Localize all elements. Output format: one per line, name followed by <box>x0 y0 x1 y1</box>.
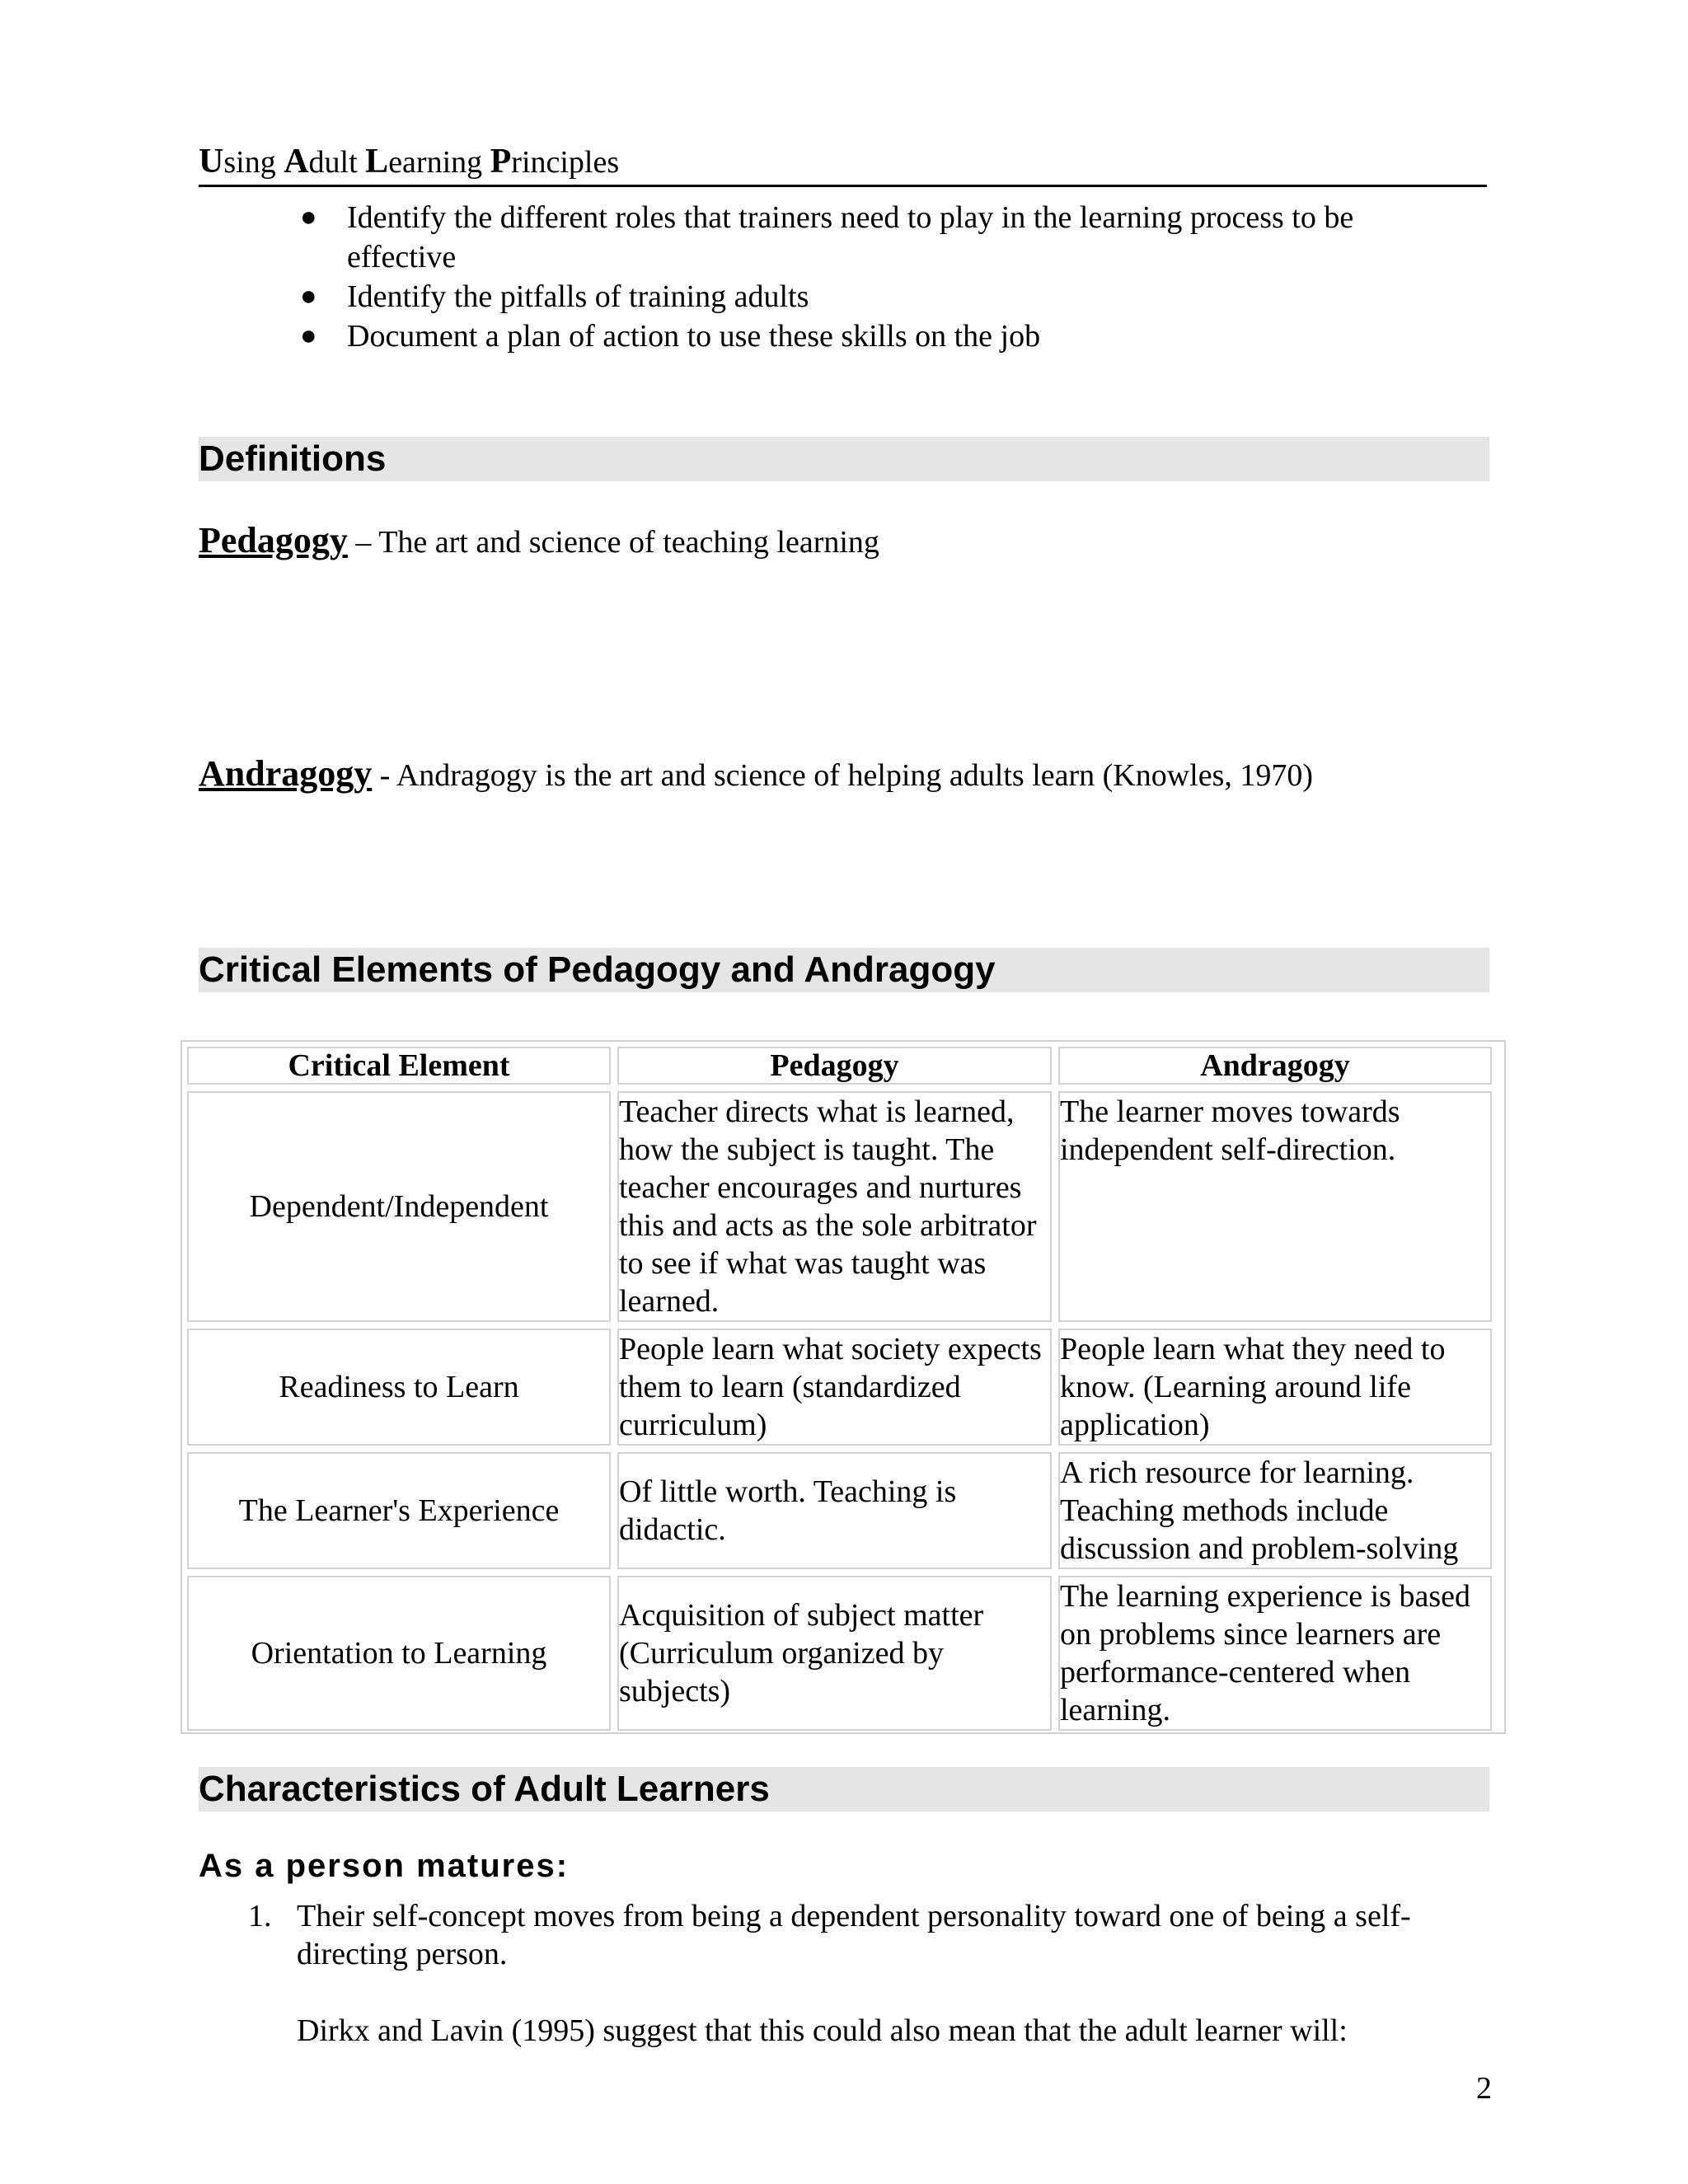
column-header: Critical Element <box>187 1047 611 1085</box>
subheading: As a person matures: <box>199 1848 570 1884</box>
section-heading-critical-elements: Critical Elements of Pedagogy and Andragogy <box>199 948 1489 992</box>
definition-andragogy <box>199 749 1313 800</box>
list-item-text: Their self-concept moves from being a dependent personality toward one of being a self-directing person. <box>297 1899 1411 1971</box>
table-cell-element: Dependent/Independent <box>187 1091 611 1322</box>
header-part: Adult <box>284 143 366 180</box>
table-cell-pedagogy: Of little worth. Teaching is didactic. <box>617 1452 1052 1569</box>
table-cell-pedagogy: Teacher directs what is learned, how the subject is taught. The teacher encourages and nurtures this and acts as the sole arbitrator to see if what was taught was learned. <box>617 1091 1052 1322</box>
critical-elements-table <box>181 1040 1498 1737</box>
list-item: ● Identify the pitfalls of training adults <box>199 277 1435 316</box>
table-cell-andragogy: The learner moves towards independent self-direction. <box>1058 1091 1492 1322</box>
table-cell-pedagogy: People learn what society expects them to learn (standardized curriculum) <box>617 1329 1052 1446</box>
table-cell-andragogy: The learning experience is based on problems since learners are performance-centered when learning. <box>1058 1576 1492 1731</box>
objectives-list <box>199 198 1435 356</box>
column-header: Andragogy <box>1058 1047 1492 1085</box>
critical-elements-table-frame <box>181 1040 1506 1734</box>
list-item: ● Document a plan of action to use these skills on the job <box>199 316 1435 356</box>
section-heading-definitions: Definitions <box>199 437 1489 481</box>
table-cell-element: The Learner's Experience <box>187 1452 611 1569</box>
section-heading-characteristics: Characteristics of Adult Learners <box>199 1767 1489 1811</box>
table-cell-andragogy: A rich resource for learning. Teaching methods include discussion and problem-solving <box>1058 1452 1492 1569</box>
list-item: ● Identify the different roles that trainers need to play in the learning process to be effective <box>199 198 1435 277</box>
table-cell-element: Readiness to Learn <box>187 1329 611 1446</box>
table-cell-pedagogy: Acquisition of subject matter (Curriculum organized by subjects) <box>617 1576 1052 1731</box>
table-row <box>187 1329 1492 1446</box>
numbered-list-item <box>199 1897 1489 1973</box>
column-header: Pedagogy <box>617 1047 1052 1085</box>
table-cell-element: Orientation to Learning <box>187 1576 611 1731</box>
definition-text: - Andragogy is the art and science of helping adults learn (Knowles, 1970) <box>372 758 1314 793</box>
definition-term: Pedagogy <box>199 520 348 560</box>
table-header-row <box>187 1047 1492 1085</box>
body-paragraph: Dirkx and Lavin (1995) suggest that this could also mean that the adult learner will: <box>297 2013 1348 2048</box>
page-number: 2 <box>1476 2071 1492 2106</box>
definition-term: Andragogy <box>199 753 373 794</box>
table-cell-andragogy: People learn what they need to know. (Learning around life application) <box>1058 1329 1492 1446</box>
running-header <box>199 138 1487 187</box>
list-number: 1. <box>248 1899 272 1933</box>
bullet-icon: ● <box>300 202 317 232</box>
definition-text: – The art and science of teaching learning <box>347 525 879 560</box>
bullet-icon: ● <box>300 321 317 351</box>
table-row <box>187 1576 1492 1731</box>
table-row <box>187 1452 1492 1569</box>
table-row <box>187 1091 1492 1322</box>
header-part: Principles <box>490 143 620 180</box>
header-part: Learning <box>365 143 490 180</box>
definition-pedagogy <box>199 516 879 567</box>
bullet-icon: ● <box>300 281 317 312</box>
header-part: Using <box>199 143 284 180</box>
